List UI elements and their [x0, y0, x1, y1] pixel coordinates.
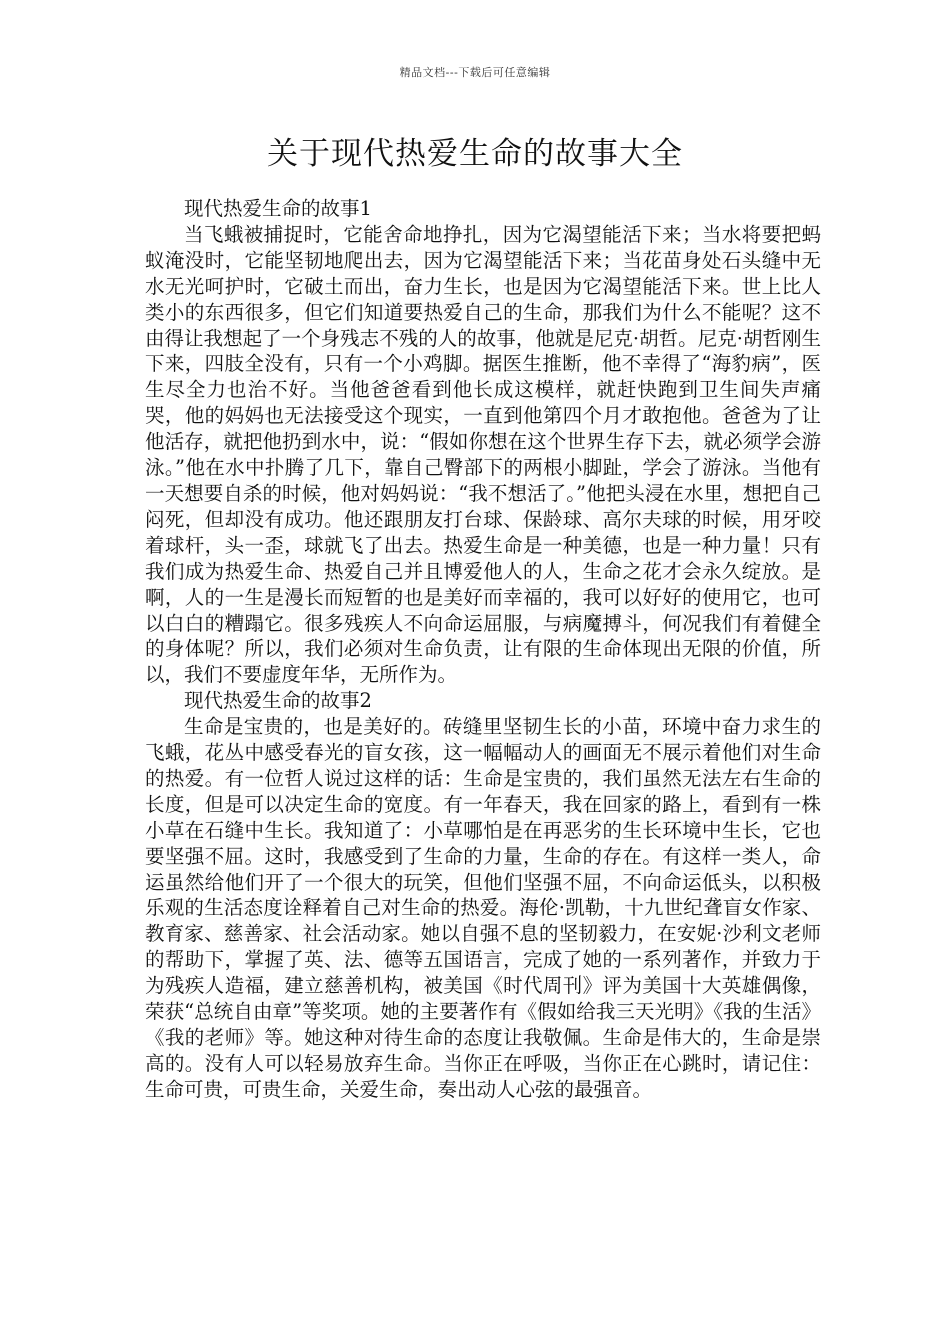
- section-heading: 现代热爱生命的故事1: [184, 197, 372, 220]
- document-body: [145, 196, 821, 1103]
- section-paragraph: 生命是宝贵的，也是美好的。砖缝里坚韧生长的小苗，环境中奋力求生的飞蛾，花丛中感受春光的盲女孩，这一幅幅动人的画面无不展示着他们对生命的热爱。有一位哲人说过这样的话：生命是宝贵的，我们虽然无法左右生命的长度，但是可以决定生命的宽度。有一年春天，我在回家的路上，看到有一株小草在石缝中生长。我知道了：小草哪怕是在再恶劣的生长环境中生长，它也要坚强不屈。这时，我感受到了生命的力量，生命的存在。有这样一类人，命运虽然给他们开了一个很大的玩笑，但他们坚强不屈，不向命运低头，以积极乐观的生活态度诠释着自己对生命的热爱。海伦·凯勒，十九世纪聋盲女作家、教育家、慈善家、社会活动家。她以自强不息的坚韧毅力，在安妮·沙利文老师的帮助下，掌握了英、法、德等五国语言，完成了她的一系列著作，并致力于为残疾人造福，建立慈善机构，被美国《时代周刊》评为美国十大英雄偶像，荣获“总统自由章”等奖项。她的主要著作有《假如给我三天光明》《我的生活》《我的老师》等。她这种对待生命的态度让我敬佩。生命是伟大的，生命是崇高的。没有人可以轻易放弃生命。当你正在呼吸，当你正在心跳时，请记住：生命可贵，可贵生命，关爱生命，奏出动人心弦的最强音。: [145, 715, 821, 1101]
- header-note: 精品文档---下载后可任意编辑: [399, 66, 551, 79]
- section-heading: 现代热爱生命的故事2: [184, 689, 372, 713]
- section-paragraph: 当飞蛾被捕捉时，它能舍命地挣扎，因为它渴望能活下来；当水将要把蚂蚁淹没时，它能坚韧地爬出去，因为它渴望能活下来；当花苗身处石头缝中无水无光呵护时，它破土而出，奋力生长，也是因为它渴望能活下来。世上比人类小的东西很多，但它们知道要热爱自己的生命，那我们为什么不能呢？这不由得让我想起了一个身残志不残的人的故事，他就是尼克·胡哲。尼克·胡哲刚生下来，四肢全没有，只有一个小鸡脚。据医生推断，他不幸得了“海豹病”，医生尽全力也治不好。当他爸爸看到他长成这模样，就赶快跑到卫生间失声痛哭，他的妈妈也无法接受这个现实，一直到他第四个月才敢抱他。爸爸为了让他活存，就把他扔到水中，说：“假如你想在这个世界生存下去，就必须学会游泳。”他在水中扑腾了几下，靠自己臀部下的两根小脚趾，学会了游泳。当他有一天想要自杀的时候，他对妈妈说：“我不想活了。”他把头浸在水里，想把自己闷死，但却没有成功。他还跟朋友打台球、保龄球、高尔夫球的时候，用牙咬着球杆，头一歪，球就飞了出去。热爱生命是一种美德，也是一种力量！只有我们成为热爱生命、热爱自己并且博爱他人的人，生命之花才会永久绽放。是啊，人的一生是漫长而短暂的也是美好而幸福的，我可以好好的使用它，也可以白白的糟蹋它。很多残疾人不向命运屈服，与病魔搏斗，何况我们有着健全的身体呢？所以，我们必须对生命负责，让有限的生命体现出无限的价值，所以，我们不要虚度年华，无所作为。: [145, 222, 821, 687]
- document-title: 关于现代热爱生命的故事大全: [267, 136, 683, 172]
